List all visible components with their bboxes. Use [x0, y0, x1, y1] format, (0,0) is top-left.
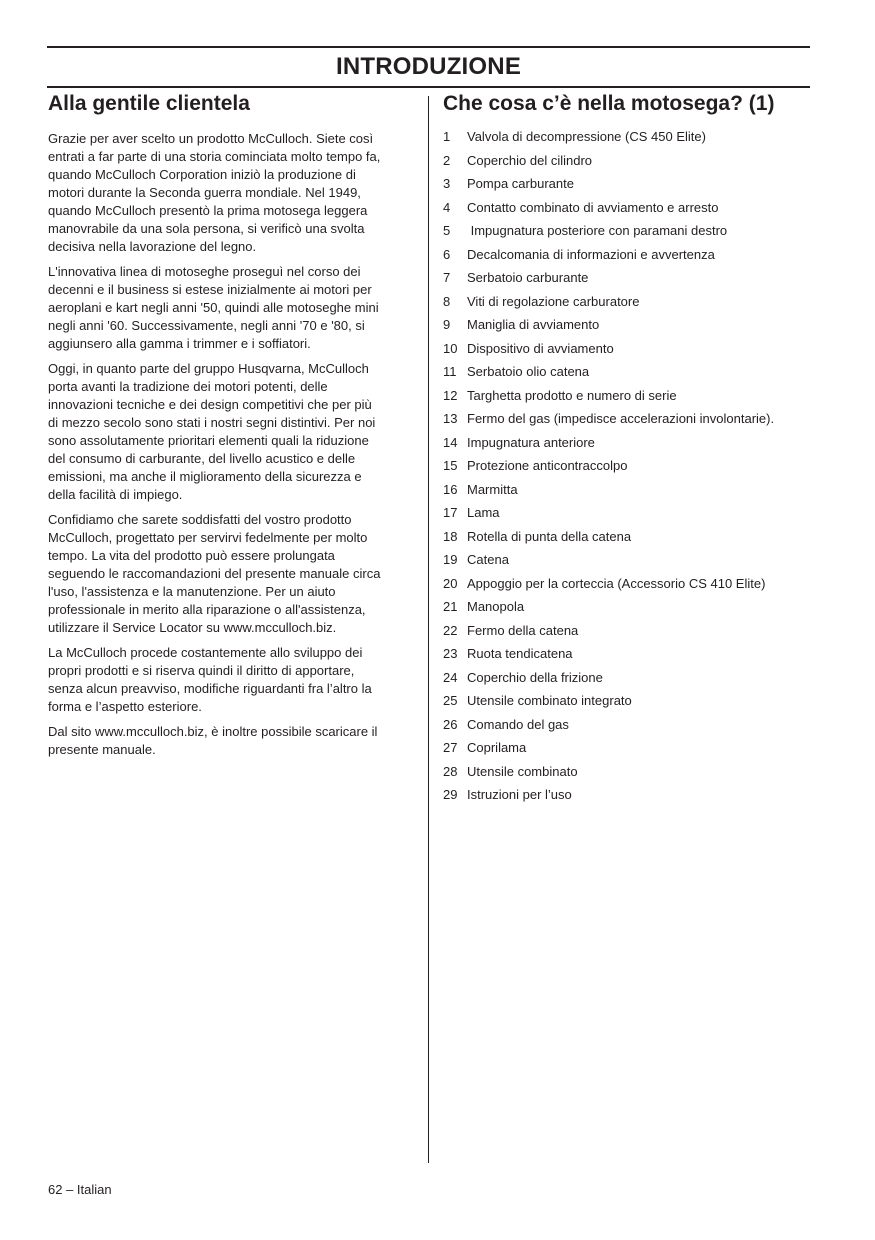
list-item	[443, 645, 823, 669]
item-label: Rotella di punta della catena	[467, 528, 632, 544]
paragraph	[48, 360, 420, 504]
text-line: della facilità di impiego.	[48, 487, 183, 502]
item-label: Protezione anticontraccolpo	[467, 458, 628, 473]
item-label: Appoggio per la corteccia (Accessorio CS 410 Elite)	[467, 575, 766, 591]
item-label: Pompa carburante	[467, 176, 574, 191]
paragraph	[48, 723, 420, 759]
paragraph	[48, 511, 420, 637]
text-line: Dal sito www.mcculloch.biz, è inoltre possibile scaricare il	[48, 724, 378, 739]
item-number: 5	[443, 223, 451, 238]
text-line: quando McCulloch Corporation iniziò la produzione di	[48, 167, 356, 182]
text-line: senza alcun preavviso, modifiche riguardanti fra l’altro la	[48, 681, 372, 696]
list-item	[443, 363, 823, 387]
list-item	[443, 457, 823, 481]
item-label: Utensile combinato integrato	[467, 693, 632, 708]
item-label: Coprilama	[467, 740, 527, 755]
text-line: McCulloch, progettato per servirvi fedelmente per molto	[48, 530, 368, 545]
intro-text	[48, 130, 420, 766]
paragraph	[48, 644, 420, 716]
text-line: entrati a far parte di una storia cominciata molto tempo fa,	[48, 149, 381, 164]
list-item	[443, 739, 823, 763]
item-label: Maniglia di avviamento	[467, 317, 600, 332]
list-item	[443, 504, 823, 528]
left-heading: Alla gentile clientela	[48, 92, 250, 115]
item-label: Catena	[467, 552, 509, 567]
text-line: emissioni, ma anche il miglioramento della sicurezza e	[48, 469, 362, 484]
item-label: Contatto combinato di avviamento e arresto	[467, 199, 719, 215]
list-item	[443, 481, 823, 505]
page-title: INTRODUZIONE	[335, 53, 522, 80]
text-line: decisiva nella lavorazione del legno.	[48, 239, 257, 254]
item-label: Dispositivo di avviamento	[467, 340, 614, 356]
text-line: Oggi, in quanto parte del gruppo Husqvarna, McCulloch	[48, 361, 369, 376]
top-rule	[47, 46, 810, 48]
list-item	[443, 152, 823, 176]
text-line: aeroplani e kart negli anni '50, quindi alle motoseghe mini	[48, 300, 379, 315]
item-label: Comando del gas	[467, 716, 569, 732]
text-line: innovazioni tecniche e dei design competitivi che per più	[48, 397, 372, 412]
list-item	[443, 246, 823, 270]
item-label: Utensile combinato	[467, 763, 578, 779]
title-rule	[47, 86, 810, 88]
text-line: del consumo di carburante, del livello acustico e delle	[48, 451, 356, 466]
text-line: propri prodotti e si riserva quindi il diritto di apportare,	[48, 663, 355, 678]
item-number: 27	[443, 740, 458, 755]
list-item	[443, 293, 823, 317]
text-line: utilizzare il Service Locator su www.mcculloch.biz.	[48, 620, 337, 635]
item-number: 9	[443, 317, 451, 332]
item-number: 11	[443, 364, 457, 379]
list-item	[443, 269, 823, 293]
text-line: aggiunsero alla gamma i trimmer e i soffiatori.	[48, 336, 311, 351]
item-number: 24	[443, 669, 458, 685]
text-line: motori durante la Seconda guerra mondiale. Nel 1949,	[48, 185, 361, 200]
list-item	[443, 528, 823, 552]
list-item	[443, 410, 823, 434]
item-number: 25	[443, 693, 458, 708]
item-label: Coperchio della frizione	[467, 669, 603, 685]
item-number: 6	[443, 246, 451, 262]
list-item	[443, 575, 823, 599]
parts-list	[443, 128, 823, 810]
text-line: manovrabile da una sola persona, si verificò una svolta	[48, 221, 365, 236]
item-label: Marmitta	[467, 481, 518, 497]
list-item	[443, 763, 823, 787]
text-line: sono assolutamente prioritari elementi quali la riduzione	[48, 433, 369, 448]
item-label: Istruzioni per l’uso	[467, 787, 572, 802]
text-line: L'innovativa linea di motoseghe proseguì nel corso dei	[48, 264, 361, 279]
text-line: La McCulloch procede costantemente allo sviluppo dei	[48, 645, 363, 660]
text-line: seguendo le raccomandazioni del presente manuale circa	[48, 566, 381, 581]
item-label: Valvola di decompressione (CS 450 Elite)	[467, 129, 706, 144]
text-line: di mezzo secolo sono stati i nostri segni distintivi. Per noi	[48, 415, 376, 430]
item-number: 7	[443, 270, 451, 285]
item-number: 3	[443, 176, 451, 191]
item-number: 22	[443, 622, 458, 638]
item-label: Fermo del gas (impedisce accelerazioni involontarie).	[467, 411, 775, 426]
list-item	[443, 692, 823, 716]
list-item	[443, 598, 823, 622]
item-number: 8	[443, 293, 451, 309]
text-line: tempo. La vita del prodotto può essere prolungata	[48, 548, 335, 563]
text-line: l'uso, l'assistenza e la manutenzione. Per un aiuto	[48, 584, 336, 599]
page-footer: 62 – Italian	[48, 1182, 112, 1197]
item-label: Lama	[467, 505, 500, 520]
item-number: 23	[443, 646, 458, 661]
list-item	[443, 622, 823, 646]
item-number: 10	[443, 340, 458, 356]
list-item	[443, 175, 823, 199]
item-number: 18	[443, 528, 458, 544]
text-line: Grazie per aver scelto un prodotto McCulloch. Siete così	[48, 131, 374, 146]
item-label: Ruota tendicatena	[467, 646, 573, 661]
item-number: 21	[443, 599, 458, 614]
item-number: 17	[443, 505, 458, 520]
paragraph	[48, 130, 420, 256]
text-line: presente manuale.	[48, 742, 156, 757]
text-line: decenni e il business si estese inizialmente ai motori per	[48, 282, 372, 297]
item-number: 26	[443, 716, 458, 732]
right-heading: Che cosa c’è nella motosega? (1)	[443, 92, 775, 115]
list-item	[443, 434, 823, 458]
text-line: Confidiamo che sarete soddisfatti del vostro prodotto	[48, 512, 352, 527]
text-line: professionale in merito alla riparazione o all'assistenza,	[48, 602, 366, 617]
text-line: forma e l’aspetto esteriore.	[48, 699, 202, 714]
item-number: 15	[443, 458, 458, 473]
item-label: Fermo della catena	[467, 622, 579, 638]
list-item	[443, 551, 823, 575]
text-line: negli anni '60. Successivamente, negli anni '70 e '80, si	[48, 318, 365, 333]
item-number: 14	[443, 434, 458, 450]
item-label: Targhetta prodotto e numero di serie	[467, 387, 677, 403]
paragraph	[48, 263, 420, 353]
item-label: Coperchio del cilindro	[467, 152, 593, 168]
text-line: quando McCulloch presentò la prima motosega leggera	[48, 203, 368, 218]
item-label: Decalcomania di informazioni e avvertenza	[467, 246, 715, 262]
item-number: 16	[443, 481, 458, 497]
item-number: 2	[443, 152, 451, 168]
item-number: 1	[443, 129, 451, 144]
item-label: Serbatoio carburante	[467, 270, 589, 285]
list-item	[443, 340, 823, 364]
list-item	[443, 199, 823, 223]
item-number: 29	[443, 787, 458, 802]
text-line: porta avanti la tradizione dei motori potenti, delle	[48, 379, 328, 394]
item-number: 19	[443, 552, 458, 567]
item-number: 4	[443, 199, 451, 215]
list-item	[443, 716, 823, 740]
list-item	[443, 222, 823, 246]
list-item	[443, 387, 823, 411]
item-label: Serbatoio olio catena	[467, 364, 590, 379]
item-number: 12	[443, 387, 458, 403]
list-item	[443, 128, 823, 152]
item-number: 13	[443, 411, 458, 426]
item-label: Impugnatura posteriore con paramani destro	[467, 223, 728, 238]
item-number: 20	[443, 575, 458, 591]
item-number: 28	[443, 763, 458, 779]
column-divider	[428, 96, 429, 1163]
list-item	[443, 669, 823, 693]
item-label: Impugnatura anteriore	[467, 434, 595, 450]
list-item	[443, 316, 823, 340]
item-label: Viti di regolazione carburatore	[467, 293, 640, 309]
list-item	[443, 786, 823, 810]
item-label: Manopola	[467, 599, 525, 614]
